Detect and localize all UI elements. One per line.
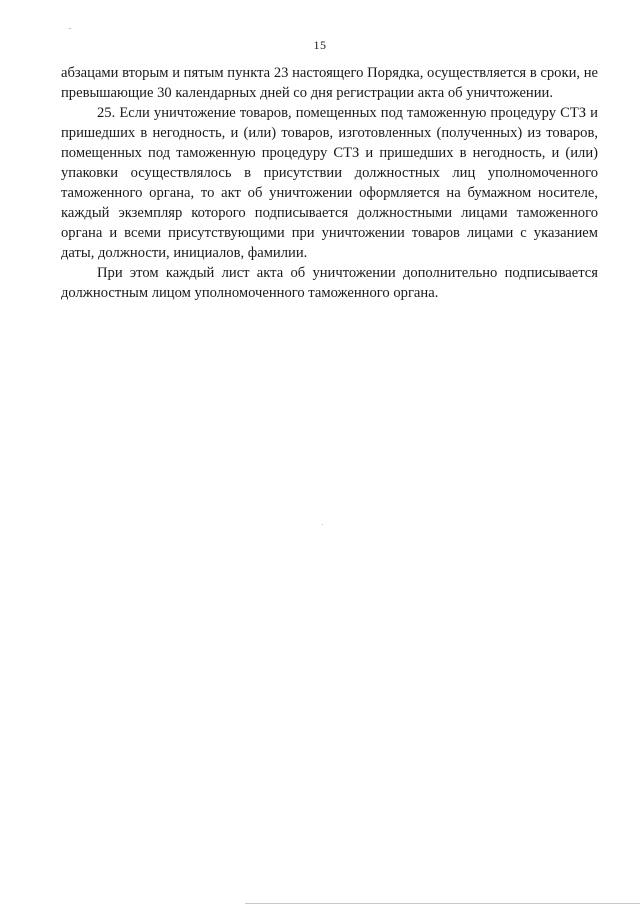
paragraph-signature-note: При этом каждый лист акта об уничтожении дополнительно подписывается должностным лицом уполномоченного таможенного органа. — [61, 265, 598, 301]
scan-bottom-edge — [245, 903, 640, 904]
scan-speck — [69, 28, 71, 29]
paragraph-continuation: абзацами вторым и пятым пункта 23 настоящего Порядка, осуществляется в сроки, не превышающие 30 календарных дней со дня регистрации акта об уничтожении. — [61, 65, 598, 101]
paragraph-item-25: 25. Если уничтожение товаров, помещенных под таможенную процедуру СТЗ и пришедших в негодность, и (или) товаров, изготовленных (полученных) из товаров, помещенных под таможенную процедуру СТЗ и пришедших в негодность, и (или) упаковки осуществлялось в присутствии должностных лиц уполномоченного таможенного органа, то акт об уничтожении оформляется на бумажном носителе, каждый экземпляр которого подписывается должностными лицами таможенного органа и всеми присутствующими при уничтожении товаров лицами с указанием даты, должности, инициалов, фамилии. — [61, 105, 598, 261]
document-body — [61, 63, 598, 303]
page-number: 15 — [313, 38, 327, 52]
scan-speck — [322, 524, 323, 525]
